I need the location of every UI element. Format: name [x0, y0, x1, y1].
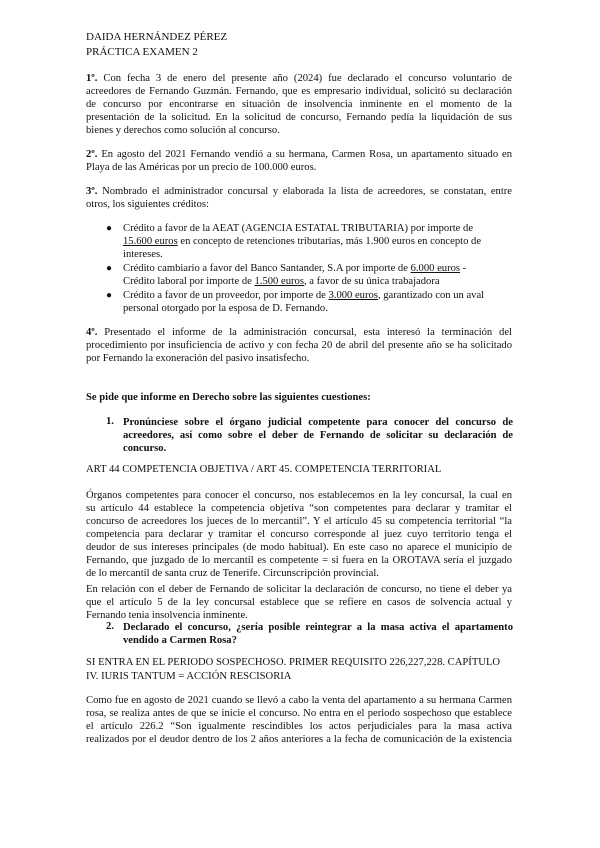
fact-3-line-2: otros, los siguientes créditos:: [86, 199, 209, 210]
fact-4-line-2: procedimiento por insuficiencia de activo y con fecha 20 de abril del presente año se ha solicitado: [86, 340, 512, 351]
credit-laboral-line: [123, 275, 513, 288]
answer-2-line-3: Fernando tenia insolvencia inminente.: [86, 610, 248, 621]
answer-1-line-5: deudor de sus intereses principales (de modo habitual). En este caso no aparece el municipio de: [86, 542, 512, 553]
credit-proveedor-amount: 3.000 euros: [328, 290, 378, 301]
answer-1-line-3: concurso de acreedores los jueces de lo mercantil”. Y el artículo 45 su competencia territorial “la: [86, 516, 512, 527]
fact-1-number: 1º.: [86, 73, 98, 84]
question-2-number: 2.: [106, 621, 114, 632]
credit-aeat-rest: en concepto de retenciones tributarias, más 1.900 euros en concepto de: [177, 236, 482, 247]
fact-paragraph-4: [86, 326, 512, 365]
credit-santander-post: -: [460, 263, 467, 274]
question-1-line-1: Pronúnciese sobre el órgano judicial competente para conocer del concurso de: [123, 417, 513, 428]
fact-4-number: 4º.: [86, 327, 98, 338]
fact-2-line-2: Playa de las Américas por un precio de 100.000 euros.: [86, 162, 317, 173]
bullet-icon: ●: [106, 290, 113, 301]
fact-1-line-3: de concurso por encontrarse en situación de insolvencia inminente en el momento de la: [86, 99, 512, 110]
fact-1-line-2: acreedores de Fernando Guzmán. Fernando, que es empresario individual, solicitó su declaración: [86, 86, 512, 97]
question-2-heading-line-1: SI ENTRA EN EL PERIODO SOSPECHOSO. PRIMER REQUISITO 226,227,228. CAPÍTULO: [86, 657, 501, 668]
credit-aeat-line-3: intereses.: [123, 249, 163, 260]
credit-proveedor-pre: Crédito a favor de un proveedor, por importe de: [123, 290, 329, 301]
fact-4-line-3: por Fernando la exoneración del pasivo insatisfecho.: [86, 353, 310, 364]
bullet-icon: ●: [106, 223, 113, 234]
fact-2-text-1: En agosto del 2021 Fernando vendió a su hermana, Carmen Rosa, un apartamento situado en: [101, 149, 512, 160]
question-1-text: [123, 416, 513, 455]
fact-2-line-1: [86, 148, 512, 161]
answer-3-line-3: el artículo 226.2 “Son igualmente rescindibles los actos perjudiciales para la masa activa: [86, 721, 512, 732]
fact-3-number: 3º.: [86, 186, 98, 197]
answer-1-line-2: su artículo 44 establece la competencia objetiva “son competentes para declarar y tramitar el: [86, 503, 512, 514]
questions-intro: Se pide que informe en Derecho sobre las siguientes cuestiones:: [86, 392, 371, 403]
fact-4-line-1: [86, 326, 512, 339]
question-2-answer: [86, 694, 512, 746]
author-name: DAIDA HERNÁNDEZ PÉREZ: [86, 31, 228, 43]
answer-2-line-2: que el artículo 5 de la ley concursal establece que se refiere en casos de solvencia actual y: [86, 597, 512, 608]
document-subtitle: PRÁCTICA EXAMEN 2: [86, 46, 198, 58]
fact-1-line-4: presentación de la solicitud. En la solicitud de concurso, Fernando pedía la liquidación de sus: [86, 112, 512, 123]
credit-laboral-pre: Crédito laboral por importe de: [123, 276, 255, 287]
fact-1-line-5: bienes y derechos como solución al concurso.: [86, 125, 280, 136]
question-2-line-1: Declarado el concurso, ¿sería posible reintegrar a la masa activa el apartamento: [123, 622, 513, 633]
question-2-heading: [86, 656, 512, 683]
question-1-line-3: concurso.: [123, 443, 167, 454]
credit-santander-line-1: [123, 262, 513, 275]
answer-1-line-7: de lo mercantil de santa cruz de Tenerife. Circunscripción provincial.: [86, 568, 379, 579]
fact-3-text-1: Nombrado el administrador concursal y elaborada la lista de acreedores, se constatan, entre: [102, 186, 512, 197]
fact-4-text-1: Presentado el informe de la administración concursal, esta interesó la terminación del: [104, 327, 512, 338]
answer-3-line-1: Como fue en agosto de 2021 cuando se llevó a cabo la venta del apartamento a su hermana Carmen: [86, 695, 512, 706]
answer-2-line-1: En relación con el deber de Fernando de solicitar la declaración de concurso, no tiene el deber ya: [86, 584, 512, 595]
fact-paragraph-3: [86, 185, 512, 211]
credit-proveedor-post: , garantizado con un aval: [377, 290, 485, 301]
credit-santander-amount: 6.000 euros: [410, 263, 461, 274]
credit-santander-pre: Crédito cambiario a favor del Banco Santander, S.A por importe de: [123, 263, 411, 274]
answer-1-line-1: Órganos competentes para conocer el concurso, nos establecemos en la ley concursal, la cual en: [86, 490, 512, 501]
credit-laboral-post: , a favor de su única trabajadora: [303, 276, 440, 287]
credit-item-aeat: [123, 222, 513, 261]
bullet-icon: ●: [106, 263, 113, 274]
question-1-line-2: acreedores, así como sobre el deber de Fernando de solicitar su declaración de: [123, 430, 513, 441]
question-1-answer-2: [86, 583, 512, 622]
credit-item-proveedor: [123, 289, 513, 315]
credit-aeat-line-1: Crédito a favor de la AEAT (AGENCIA ESTATAL TRIBUTARIA) por importe de: [123, 223, 474, 234]
fact-2-number: 2º.: [86, 149, 98, 160]
answer-1-line-4: competencia para declarar y tramitar el concurso corresponde al juez cuyo territorio tenga el: [86, 529, 512, 540]
fact-1-text-1: Con fecha 3 de enero del presente año (2024) fue declarado el concurso voluntario de: [103, 73, 512, 84]
fact-paragraph-1: [86, 72, 512, 137]
question-1-heading: ART 44 COMPETENCIA OBJETIVA / ART 45. COMPETENCIA TERRITORIAL: [86, 464, 442, 475]
question-2-text: [123, 621, 513, 647]
credit-proveedor-line-1: [123, 289, 513, 302]
credit-proveedor-line-2: personal otorgado por la esposa de D. Fernando.: [123, 303, 328, 314]
question-1-answer-1: [86, 489, 512, 580]
question-1-number: 1.: [106, 416, 114, 427]
answer-3-line-2: rosa, se realiza antes de que se inicie el concurso. No entra en el periodo sospechoso que establece: [86, 708, 512, 719]
answer-1-line-6: Fernando, que juzgado de lo mercantil es competente = si fuera en la OROTAVA sería el juzgado: [86, 555, 512, 566]
answer-3-line-4: realizados por el deudor dentro de los 2 años anteriores a la fecha de comunicación de la existencia: [86, 734, 512, 745]
fact-3-line-1: [86, 185, 512, 198]
credit-aeat-amount: 15.600 euros: [123, 236, 178, 247]
fact-paragraph-2: [86, 148, 512, 174]
question-2-line-2: vendido a Carmen Rosa?: [123, 635, 237, 646]
credit-laboral-amount: 1.500 euros: [254, 276, 304, 287]
credit-aeat-line-2: [123, 235, 513, 248]
credit-item-santander: [123, 262, 513, 288]
fact-1-line-1: [86, 72, 512, 85]
question-2-heading-line-2: IV. IURIS TANTUM = ACCIÓN RESCISORIA: [86, 670, 292, 682]
